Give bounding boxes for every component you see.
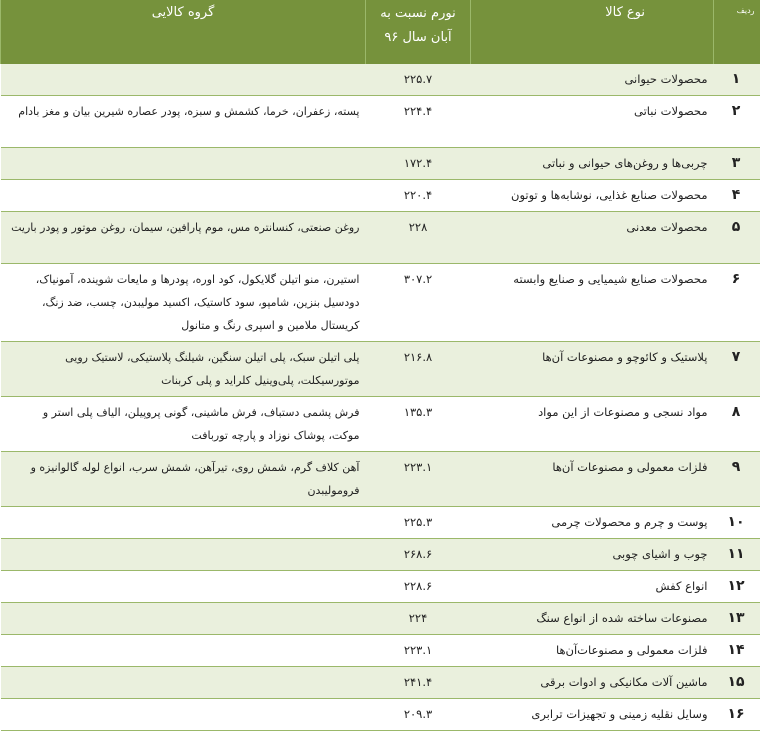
commodity-type: محصولات نباتی <box>471 96 714 148</box>
commodity-type: انواع کفش <box>471 571 714 603</box>
norm-value: ۲۰۹.۳ <box>366 699 471 731</box>
row-number: ۱۵ <box>714 667 760 699</box>
row-number: ۱۱ <box>714 539 760 571</box>
commodity-group <box>1 667 366 699</box>
commodity-group <box>1 539 366 571</box>
header-commodity-group: گروه کالایی <box>1 0 366 64</box>
commodity-type: چربی‌ها و روغن‌های حیوانی و نباتی <box>471 148 714 180</box>
commodity-group <box>1 148 366 180</box>
commodity-type: محصولات صنایع شیمیایی و صنایع وابسته <box>471 264 714 342</box>
commodity-type: ماشین آلات مکانیکی و ادوات برقی <box>471 667 714 699</box>
commodity-type: پوست و چرم و محصولات چرمی <box>471 507 714 539</box>
commodity-type: پلاستیک و کائوچو و مصنوعات آن‌ها <box>471 342 714 397</box>
row-number: ۱۳ <box>714 603 760 635</box>
row-number: ۴ <box>714 180 760 212</box>
header-norm <box>366 0 471 64</box>
table-row <box>1 667 760 699</box>
table-row <box>1 452 760 507</box>
commodity-group: استیرن، منو اتیلن گلایکول، کود اوره، پودرها و مایعات شوینده، آمونیاک، دودسیل بنزین، شامپو، سود کاستیک، اکسید مولیبدن، چسب، ضد زنگ، کریستال ملامین و اسپری رنگ و متانول <box>1 264 366 342</box>
table-row <box>1 96 760 148</box>
table-row <box>1 64 760 96</box>
norm-value: ۲۲۸ <box>366 212 471 264</box>
header-norm-line1: نورم نسبت به <box>374 2 462 26</box>
norm-value: ۲۲۴ <box>366 603 471 635</box>
commodity-type: فلزات معمولی و مصنوعات آن‌ها <box>471 452 714 507</box>
norm-value: ۳۰۷.۲ <box>366 264 471 342</box>
commodity-group: آهن کلاف گرم، شمش روی، تیرآهن، شمش سرب، انواع لوله گالوانیزه و فرومولیبدن <box>1 452 366 507</box>
commodity-type: فلزات معمولی و مصنوعات‌آن‌ها <box>471 635 714 667</box>
table-row <box>1 180 760 212</box>
commodity-group <box>1 635 366 667</box>
norm-value: ۲۲۰.۴ <box>366 180 471 212</box>
commodity-group <box>1 64 366 96</box>
commodity-type: وسایل نقلیه زمینی و تجهیزات ترابری <box>471 699 714 731</box>
row-number: ۸ <box>714 397 760 452</box>
commodity-group <box>1 180 366 212</box>
commodity-group: پلی اتیلن سبک، پلی اتیلن سنگین، شیلنگ پلاستیکی، لاستیک رویی موتورسیکلت، پلی‌وینیل کلراید و پلی کربنات <box>1 342 366 397</box>
row-number: ۶ <box>714 264 760 342</box>
table-row <box>1 603 760 635</box>
norm-value: ۲۲۴.۴ <box>366 96 471 148</box>
row-number: ۱۰ <box>714 507 760 539</box>
header-row-number: ردیف <box>714 0 760 64</box>
commodity-group <box>1 507 366 539</box>
row-number: ۱ <box>714 64 760 96</box>
norm-value: ۲۲۵.۷ <box>366 64 471 96</box>
norm-value: ۲۲۸.۶ <box>366 571 471 603</box>
commodity-group: روغن صنعتی، کنسانتره مس، موم پارافین، سیمان، روغن موتور و پودر باریت <box>1 212 366 264</box>
row-number: ۷ <box>714 342 760 397</box>
table-row <box>1 539 760 571</box>
header-norm-line2: آبان سال ۹۶ <box>374 26 462 50</box>
norm-value: ۱۷۲.۴ <box>366 148 471 180</box>
table-row <box>1 148 760 180</box>
commodity-group <box>1 571 366 603</box>
norm-value: ۲۲۳.۱ <box>366 452 471 507</box>
table-row <box>1 635 760 667</box>
commodity-type: چوب و اشیای چوبی <box>471 539 714 571</box>
commodity-group <box>1 603 366 635</box>
norm-value: ۲۴۱.۴ <box>366 667 471 699</box>
table-row <box>1 264 760 342</box>
table-row <box>1 699 760 731</box>
row-number: ۱۲ <box>714 571 760 603</box>
table-row <box>1 397 760 452</box>
table-row <box>1 342 760 397</box>
commodity-type: مواد نسجی و مصنوعات از این مواد <box>471 397 714 452</box>
row-number: ۹ <box>714 452 760 507</box>
norm-value: ۲۲۳.۱ <box>366 635 471 667</box>
norm-value: ۲۶۸.۶ <box>366 539 471 571</box>
row-number: ۵ <box>714 212 760 264</box>
commodity-type: محصولات حیوانی <box>471 64 714 96</box>
norm-value: ۲۱۶.۸ <box>366 342 471 397</box>
commodity-group: فرش پشمی دستباف، فرش ماشینی، گونی پروپیلن، الیاف پلی استر و موکت، پوشاک نوزاد و پارچه توربافت <box>1 397 366 452</box>
table-header-row <box>1 0 760 64</box>
commodity-group <box>1 699 366 731</box>
row-number: ۲ <box>714 96 760 148</box>
row-number: ۳ <box>714 148 760 180</box>
norm-value: ۱۳۵.۳ <box>366 397 471 452</box>
row-number: ۱۴ <box>714 635 760 667</box>
table-row <box>1 507 760 539</box>
table-row <box>1 212 760 264</box>
norm-value: ۲۲۵.۳ <box>366 507 471 539</box>
header-commodity-type: نوع کالا <box>471 0 714 64</box>
row-number: ۱۶ <box>714 699 760 731</box>
commodity-type: محصولات معدنی <box>471 212 714 264</box>
commodity-group: پسته، زعفران، خرما، کشمش و سبزه، پودر عصاره شیرین بیان و مغز بادام <box>1 96 366 148</box>
commodity-type: محصولات صنایع غذایی، نوشابه‌ها و توتون <box>471 180 714 212</box>
commodity-type: مصنوعات ساخته شده از انواع سنگ <box>471 603 714 635</box>
table-row <box>1 571 760 603</box>
